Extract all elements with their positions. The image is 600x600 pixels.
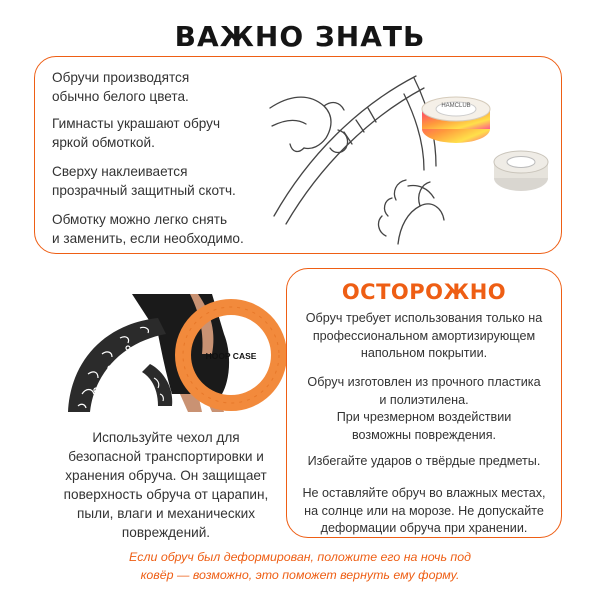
info-line: и заменить, если необходимо. xyxy=(52,231,244,246)
cover-description xyxy=(46,428,286,542)
footnote xyxy=(60,548,540,584)
info-line: Гимнасты украшают обруч xyxy=(52,116,221,131)
info-paragraph-3 xyxy=(52,162,292,200)
warning-paragraph-1 xyxy=(288,310,560,363)
info-line: Обмотку можно легко снять xyxy=(52,212,228,227)
hoop-case-ring-icon xyxy=(172,296,290,414)
cover-line: повреждений. xyxy=(121,525,211,540)
footnote-line: ковёр — возможно, это поможет вернуть ему форму. xyxy=(140,568,460,582)
info-line: Сверху наклеивается xyxy=(52,164,188,179)
cover-line: поверхность обруча от царапин, xyxy=(63,487,269,502)
transparent-tape-roll-icon xyxy=(492,148,550,194)
warning-line: профессиональном амортизирующем xyxy=(312,328,536,343)
warning-line: возможны повреждения. xyxy=(351,427,497,442)
warning-paragraph-4 xyxy=(288,485,560,538)
info-line: прозрачный защитный скотч. xyxy=(52,183,236,198)
warning-paragraph-3 xyxy=(288,453,560,471)
footnote-line: Если обруч был деформирован, положите его на ночь под xyxy=(129,550,471,564)
warning-line: напольном покрытии. xyxy=(360,346,488,360)
warning-line: Не оставляйте обруч во влажных местах, xyxy=(302,486,546,500)
warning-line: на солнце или на морозе. Не допускайте xyxy=(304,503,544,518)
warning-line: При чрезмерном воздействии xyxy=(336,410,512,424)
page-title: ВАЖНО ЗНАТЬ xyxy=(174,20,426,53)
cover-line: пыли, влаги и механических xyxy=(77,506,255,521)
warning-title: ОСТОРОЖНО xyxy=(341,280,507,304)
decorative-tape-roll-icon xyxy=(420,95,492,147)
info-paragraph-4 xyxy=(52,210,292,248)
cover-line: Используйте чехол для xyxy=(92,430,240,445)
info-paragraph-1 xyxy=(52,68,292,106)
warning-paragraph-2 xyxy=(288,374,560,444)
warning-line: Обруч изготовлен из прочного пластика xyxy=(307,375,541,389)
info-line: обычно белого цвета. xyxy=(52,89,189,104)
warning-line: деформации обруча при хранении. xyxy=(320,521,528,535)
info-line: Обручи производятся xyxy=(52,70,190,85)
cover-line: хранения обруча. Он защищает xyxy=(65,468,267,483)
cover-line: безопасной транспортировки и xyxy=(68,449,264,464)
hands-wrapping-hoop-icon xyxy=(268,66,448,246)
warning-line: Избегайте ударов о твёрдые предметы. xyxy=(307,454,541,468)
warning-line: и полиэтилена. xyxy=(379,392,469,407)
hoop-case-label: HOOP CASE xyxy=(205,351,257,361)
info-paragraph-2 xyxy=(52,114,292,152)
warning-line: Обруч требует использования только на xyxy=(305,311,543,325)
info-line: яркой обмоткой. xyxy=(52,135,155,150)
tape-label: HAMCLUB xyxy=(441,103,471,109)
